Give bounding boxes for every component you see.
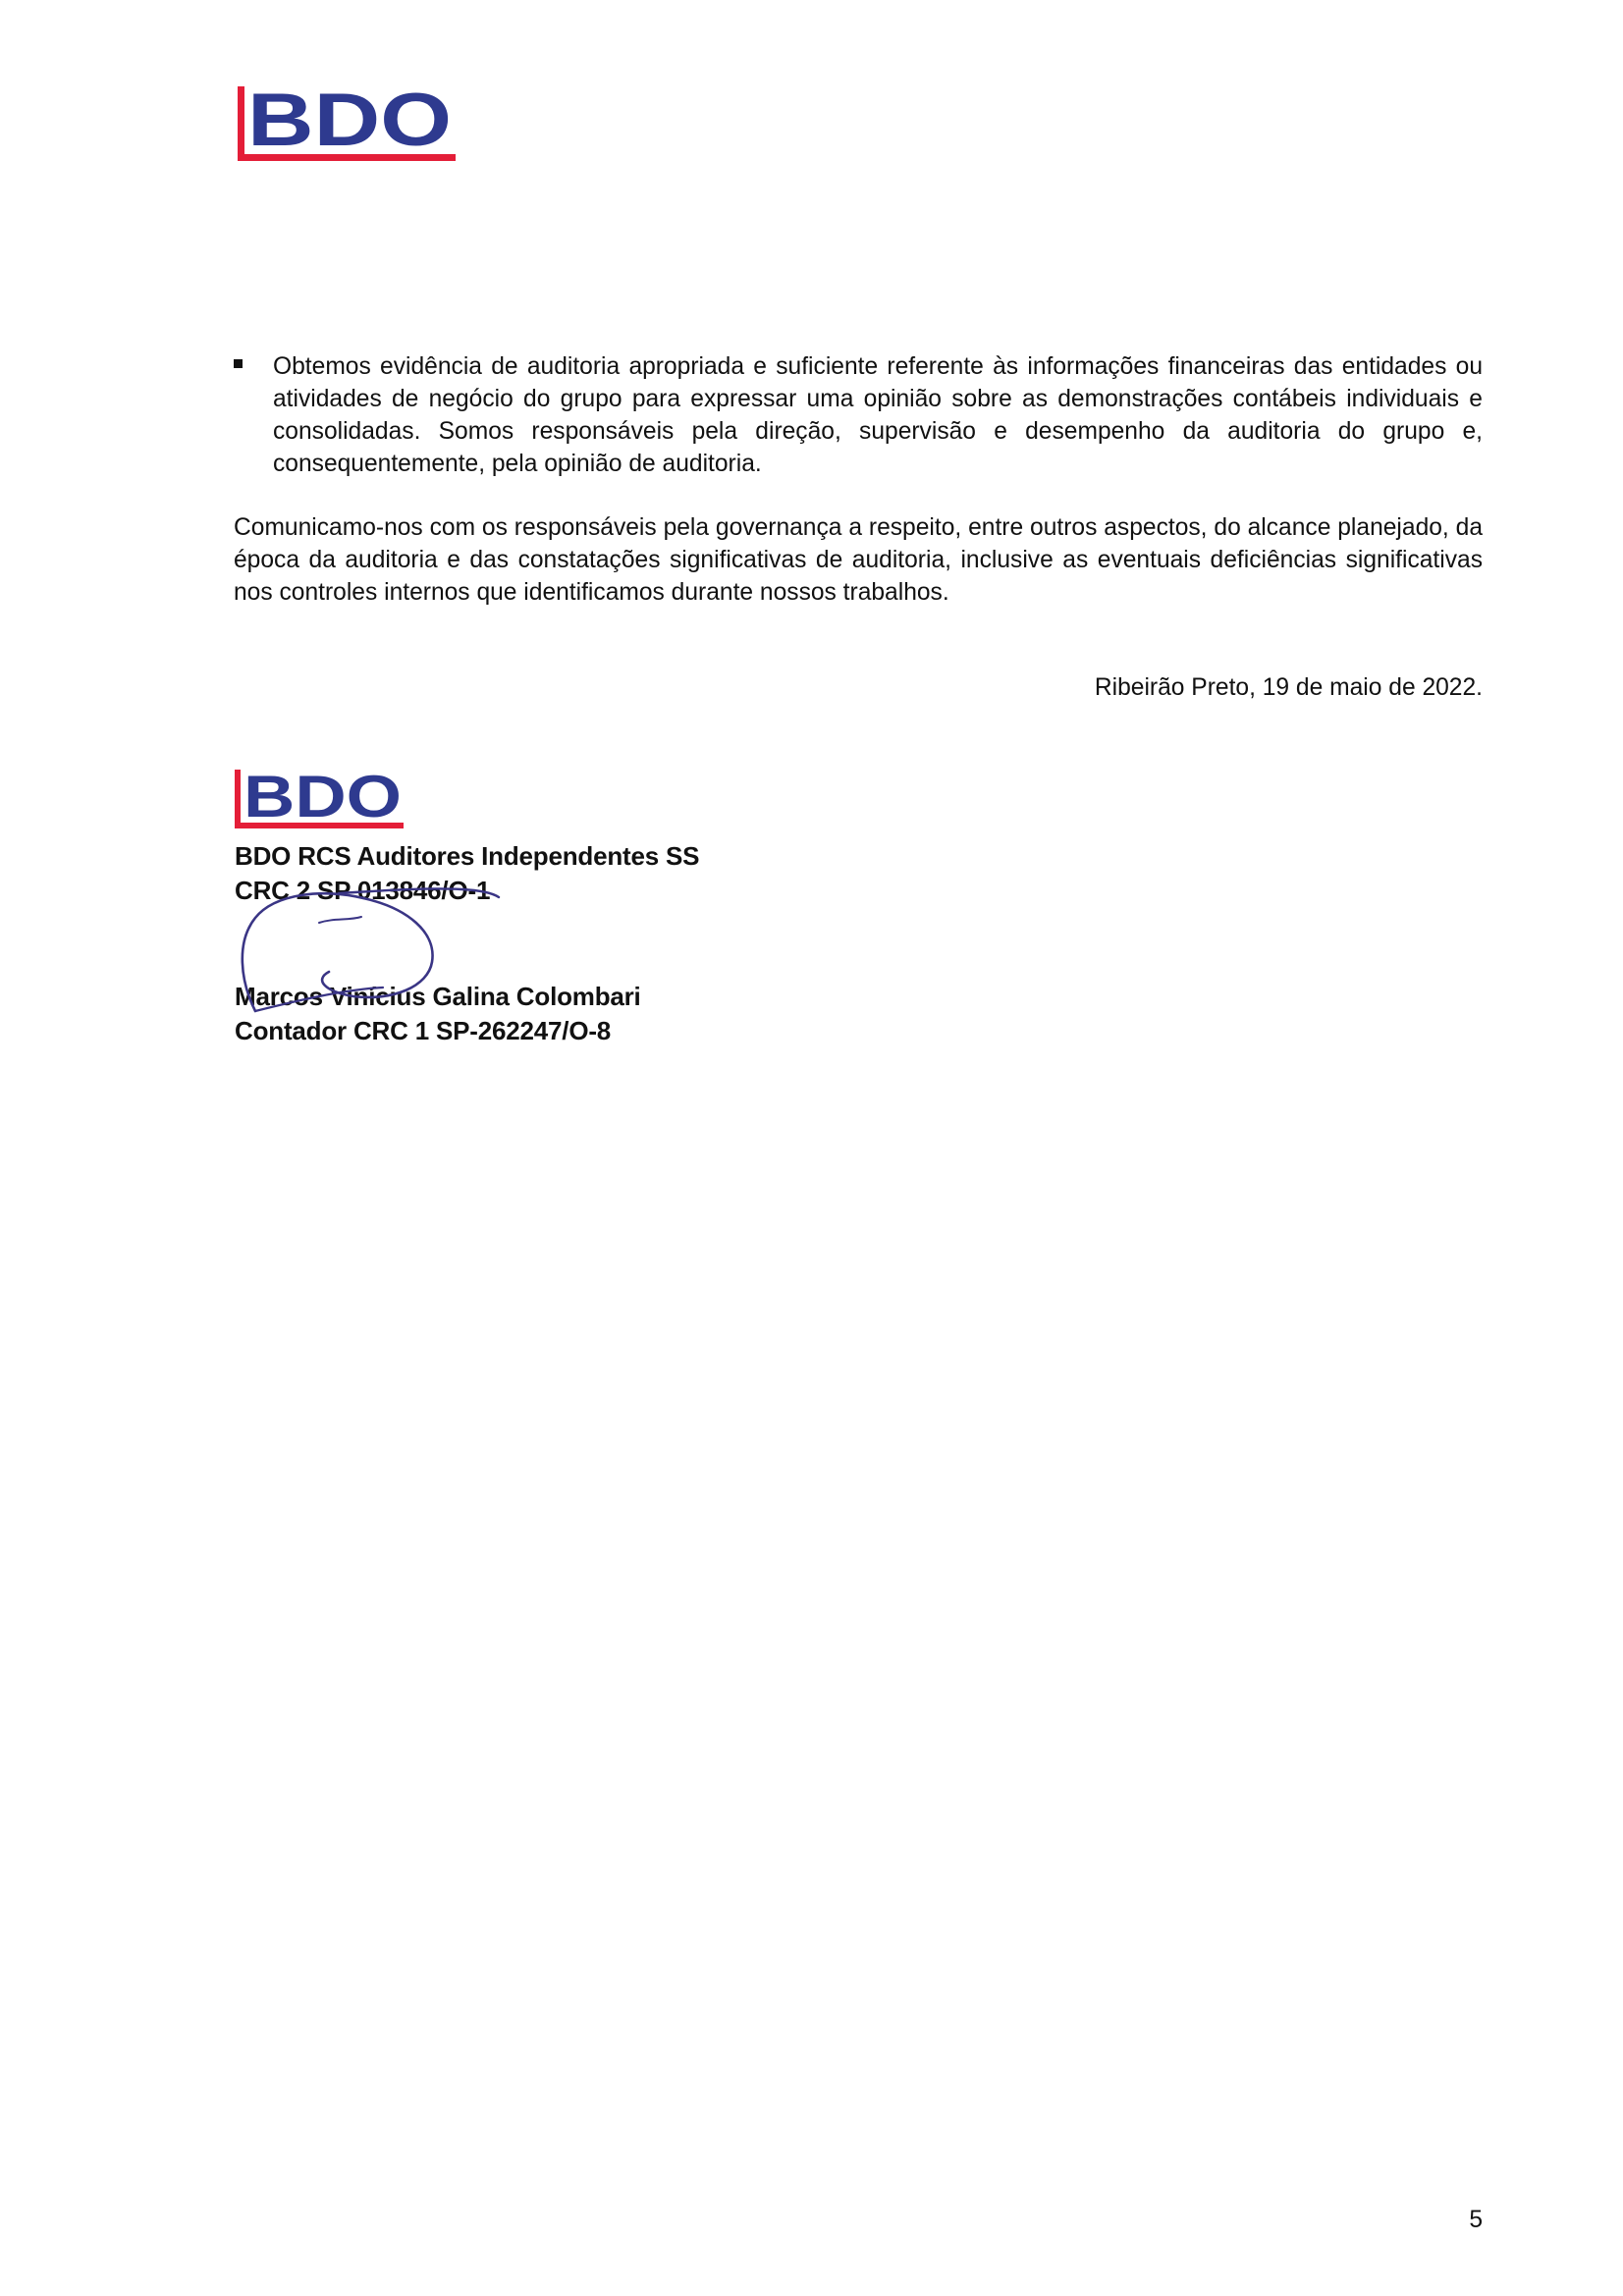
square-bullet-icon — [234, 359, 243, 368]
bullet-item — [234, 350, 1483, 480]
place-date: Ribeirão Preto, 19 de maio de 2022. — [1094, 674, 1483, 701]
governance-paragraph: Comunicamo-nos com os responsáveis pela governança a respeito, entre outros aspectos, do alcance planejado, da época da auditoria e das constatações significativas de auditoria, inclusive as eventuais deficiências significativas nos controles internos que identificamos durante nossos trabalhos. — [234, 514, 1483, 606]
bullet-text: Obtemos evidência de auditoria apropriada e suficiente referente às informações financeiras das entidades ou atividades de negócio do grupo para expressar uma opinião sobre as demonstrações contábeis individuais e consolidadas. Somos responsáveis pela direção, supervisão e desempenho da auditoria do grupo e, consequentemente, pela opinião de auditoria. — [273, 353, 1483, 477]
logo-text: BDO — [247, 80, 452, 162]
logo-red-bar-vertical — [238, 86, 244, 161]
firm-crc: CRC 2 SP 013846/O-1 — [235, 876, 491, 905]
signer-crc: Contador CRC 1 SP-262247/O-8 — [235, 1016, 612, 1045]
bdo-signature-logo — [235, 766, 404, 832]
logo-red-bar-vertical — [235, 770, 241, 828]
bdo-logo — [238, 80, 456, 165]
logo-text: BDO — [243, 766, 402, 829]
signer-name: Marcos Vinícius Galina Colombari — [235, 982, 641, 1011]
page-number: 5 — [1469, 2207, 1483, 2233]
firm-name: BDO RCS Auditores Independentes SS — [235, 841, 700, 871]
